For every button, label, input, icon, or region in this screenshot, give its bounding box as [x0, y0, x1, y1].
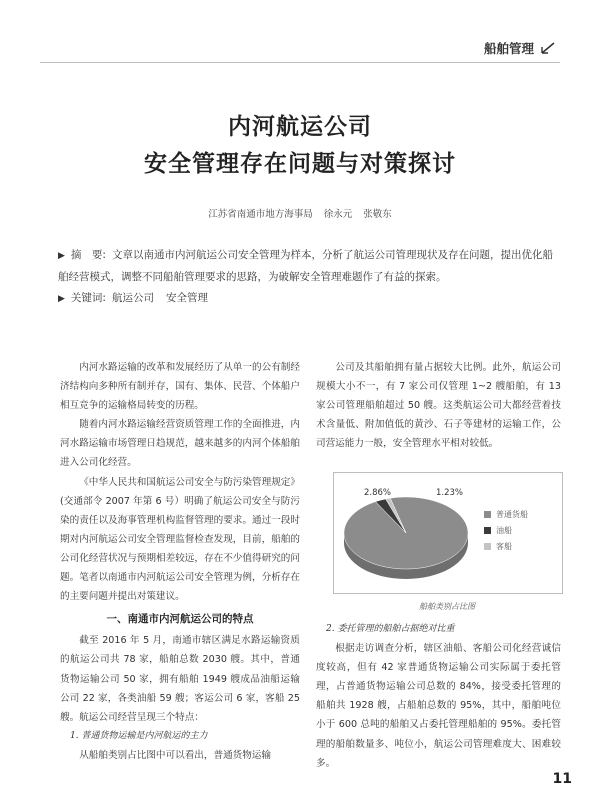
right-column-bottom — [316, 620, 561, 773]
pen-icon — [540, 41, 556, 55]
abstract — [58, 245, 554, 310]
section-header — [484, 39, 556, 57]
paragraph: 随着内河水路运输经营资质管理工作的全面推进，内河水路运输市场管理日趋规范，越来越多的内河个体船舶进入公司化经营。 — [60, 419, 300, 469]
pie-chart-figure — [333, 472, 563, 594]
legend-swatch — [484, 543, 491, 550]
author-org: 江苏省南通市地方海事局 — [208, 209, 313, 220]
paragraph: 截至 2016 年 5 月，南通市辖区满足水路运输资质的航运公司共 78 家，船舶总数 2030 艘。其中，普通货物运输公司 50 家，拥有船舶 1949 艘成品油船运输公司 22 家，各类油船 59 艘；客运公司 6 家，客船 25 艘。航运公司经营呈现三个特点： — [60, 635, 300, 723]
legend-swatch — [484, 511, 491, 518]
slice-value-label: 2.86% — [364, 488, 392, 498]
chart-caption: 船舶类别占比图 — [419, 602, 475, 611]
author-1: 徐永元 — [323, 209, 353, 220]
author-2: 张敬东 — [363, 209, 392, 220]
abstract-label: 摘 要: — [70, 249, 106, 261]
article-title-line2: 安全管理存在问题与对策探讨 — [144, 151, 456, 177]
left-column — [60, 358, 300, 765]
keyword: 安全管理 — [165, 292, 208, 304]
section-heading: 一、南通市内河航运公司的特点 — [106, 613, 254, 626]
triangle-bullet-icon: ▶ — [58, 251, 65, 261]
right-column-top — [316, 358, 561, 453]
abstract-paragraph — [58, 245, 554, 288]
byline — [0, 206, 600, 220]
page-number: 11 — [552, 771, 572, 787]
pie-chart — [334, 473, 562, 593]
keyword: 航运公司 — [111, 292, 154, 304]
triangle-bullet-icon: ▶ — [58, 294, 65, 304]
abstract-text: 文章以南通市内河航运公司安全管理为样本，分析了航运公司管理现状及存在问题，提出优化船舶经营模式，调整不同船舶管理要求的思路，为破解安全管理难题作了有益的探索。 — [58, 249, 553, 283]
section-label: 船舶管理 — [483, 41, 534, 56]
legend-label: 客船 — [496, 542, 512, 551]
legend-swatch — [484, 527, 491, 534]
keywords-label: 关键词: — [70, 292, 106, 304]
article-title-line1: 内河航运公司 — [228, 114, 372, 140]
legend-label: 油船 — [496, 526, 512, 535]
legend-label: 普通货船 — [496, 510, 528, 519]
paragraph: 根据走访调查分析，辖区油船、客船公司化经营诚信度较高，但有 42 家普通货物运输公司实际属于委托管理，占普通货物运输公司总数的 84%，接受委托管理的船舶共 1928 艘，占船舶总数的 95%，其中，船舶吨位小于 600 总吨的船舶又占委托管理船舶的 95%。委托管理的船舶数量多、吨位小，航运公司管理难度大、困难较多。 — [316, 643, 561, 769]
sub-heading: 1. 普通货物运输是内河航运的主力 — [70, 730, 208, 741]
slice-value-label: 1.23% — [436, 488, 464, 498]
paragraph: 内河水路运输的改革和发展经历了从单一的公有制经济结构向多种所有制并存，国有、集体、民营、个体船户相互竞争的运输格局转变的历程。 — [60, 362, 300, 412]
paragraph: 《中华人民共和国航运公司安全与防污染管理规定》(交通部令 2007 年第 6 号）明确了航运公司安全与防污染的责任以及海事管理机构监督管理的要求。通过一段时期对内河航运公司安全管理监督检查发现，目前，船舶的公司化经营状况与预期相差较远，存在不少值得研究的问题。笔者以南通市内河航运公司安全管理为例，分析存在的主要问题并提出对策建议。 — [60, 476, 300, 603]
paragraph: 公司及其船舶拥有量占据较大比例。此外，航运公司规模大小不一，有 7 家公司仅管理 1~2 艘船舶，有 13 家公司管理船舶超过 50 艘。这类航运公司大都经营着技术含量低、附加值低的黄沙、石子等建材的运输工作，公司营运能力一般，安全管理水平相对较低。 — [316, 362, 561, 450]
keywords — [58, 288, 554, 310]
paragraph: 从船舶类别占比图中可以看出，普通货物运输 — [79, 749, 272, 761]
header-rule — [40, 62, 560, 63]
sub-heading: 2. 委托管理的船舶占据绝对比重 — [326, 624, 455, 634]
